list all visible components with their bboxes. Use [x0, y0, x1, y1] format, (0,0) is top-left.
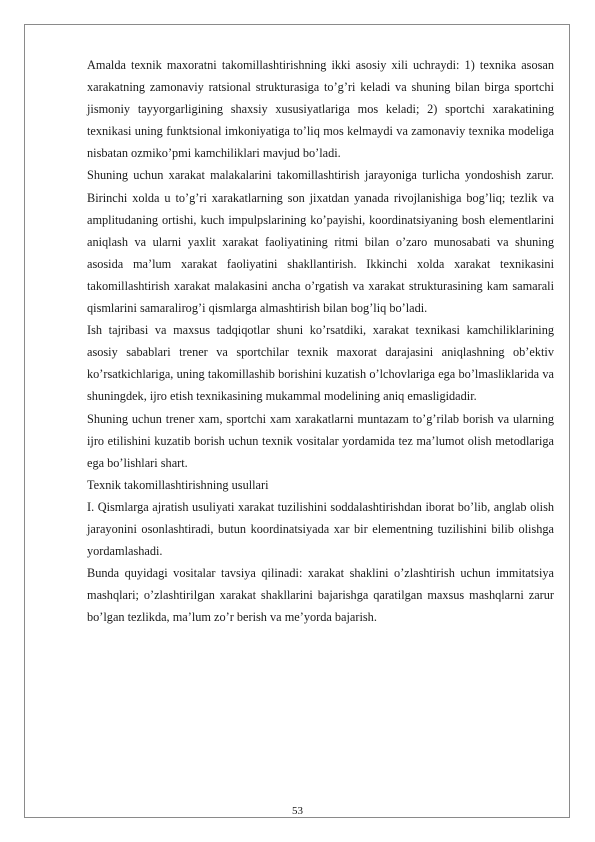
paragraph-6: Bunda quyidagi vositalar tavsiya qilinadi: xarakat shaklini o’zlashtirish uchun immitatsiya mashqlari; o’zlashtirilgan xarakat shakllarini bajarishga qaratilgan maxsus mashqlarni zarur bo’lgan tezlikda, ma’lum zo’r berish va me’yorda bajarish. — [87, 566, 554, 625]
paragraph-1: Amalda texnik maxoratni takomillashtirishning ikki asosiy xili uchraydi: 1) texnika asosan xarakatning zamonaviy ratsional strukturasiga to’g’ri keladi va shuning bilan birga sportchi jismoniy tayyorgarligining shaxsiy xususiyatlariga mos keladi; 2) sportchi xarakatining texnikasi uning funktsional imkoniyatiga to’liq mos kelmaydi va zamonaviy texnika modeliga nisbatan ozmiko’pmi kamchiliklari mavjud bo’ladi. — [87, 58, 554, 161]
paragraph-2: Shuning uchun xarakat malakalarini takomillashtirish jarayoniga turlicha yondoshish zarur. Birinchi xolda u to’g’ri xarakatlarning son jixatdan yanada rivojlanishiga bog’liq; tezlik va amplitudaning ortishi, kuch impulpslarining ko’payishi, koordinatsiyaning bosh elementlarini aniqlash va ularni yaxlit xarakat faoliyatining ritmi bilan o’zaro munosabati va shuning asosida ma’lum xarakat faoliyatini shakllantirish. Ikkinchi xolda xarakat texnikasini takomillashtirish xarakat malakasini ancha o’rgatish va xarakat strukturasining kam samarali qismlarini samaralirog’i qismlarga almashtirish bilan bog’liq bo’ladi. — [87, 168, 554, 316]
page-number: 53 — [292, 805, 303, 817]
paragraph-4: Shuning uchun trener xam, sportchi xam xarakatlarni muntazam to’g’rilab borish va ularning ijro etilishini kuzatib borish uchun texnik vositalar yordamida tez ma’lumot olish metodlariga ega bo’lishlari shart. — [87, 411, 554, 470]
document-body — [87, 54, 554, 628]
section-heading: Texnik takomillashtirishning usullari — [87, 477, 269, 492]
paragraph-3: Ish tajribasi va maxsus tadqiqotlar shuni ko’rsatdiki, xarakat texnikasi kamchiliklarining asosiy sabablari trener va sportchilar texnik maxorat darajasini aniqlashning ob’ektiv ko’rsatkichlariga, uning takomillashib borishini kuzatish o’lchovlariga ega bo’lmasliklarida va shuningdek, ijro etish texnikasining mukammal modelining aniq emasligidadir. — [87, 323, 554, 404]
paragraph-5: I. Qismlarga ajratish usuliyati xarakat tuzilishini soddalashtirishdan iborat bo’lib, anglab olish jarayonini osonlashtiradi, butun koordinatsiyada xar bir elementning tuzilishini bilib olishga yordamlashadi. — [87, 499, 554, 559]
